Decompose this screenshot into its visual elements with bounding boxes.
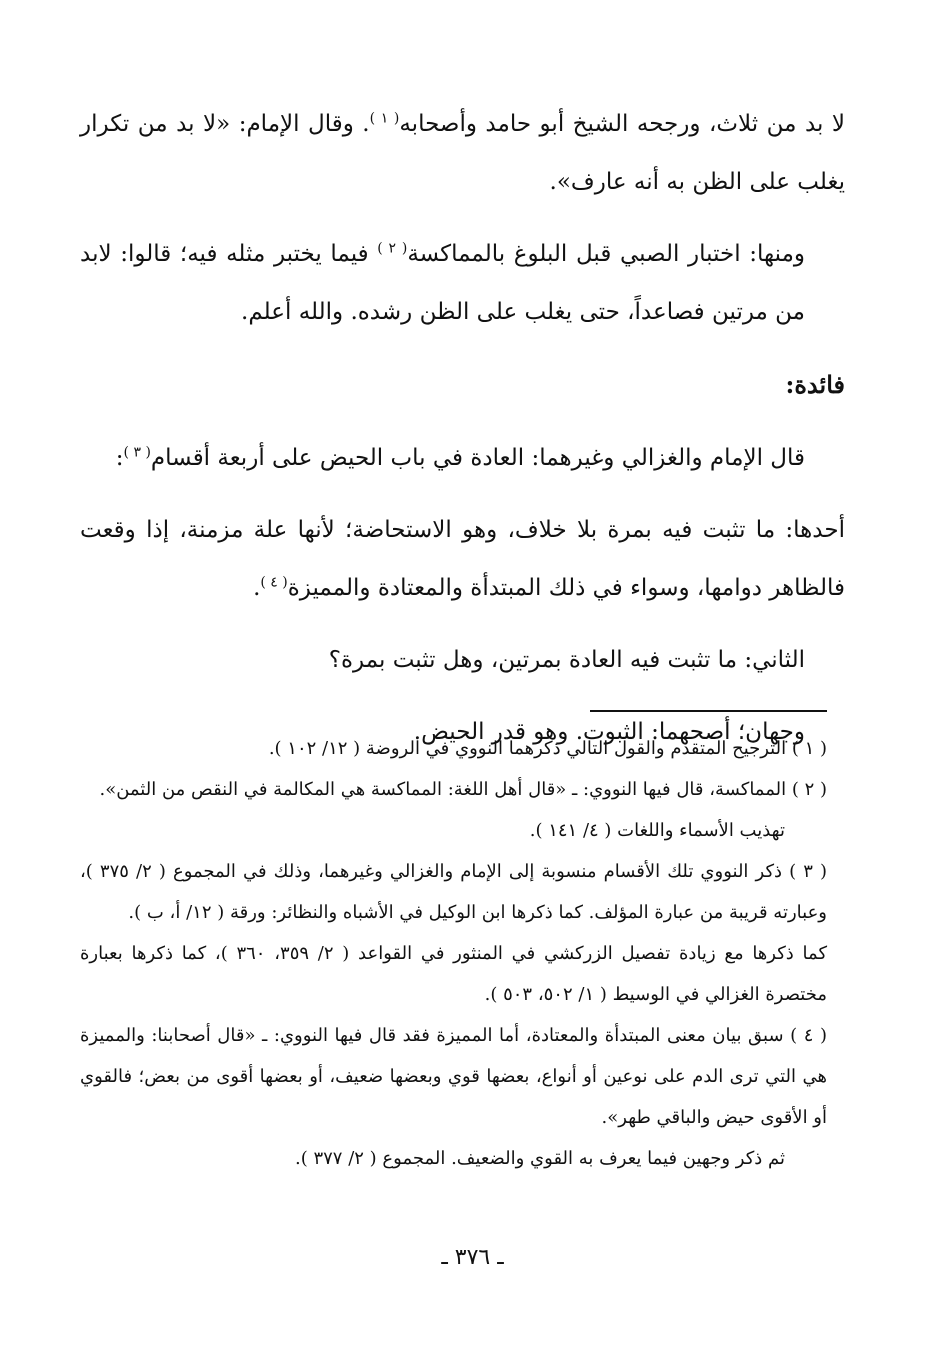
footnote-separator [590,710,827,712]
footnotes [80,728,827,1179]
paragraph-6: وجهان؛ أصحهما: الثبوت. وهو قدر الحيض. [413,719,805,745]
footnote-1: ( ١ ) الترجيح المتقدم والقول التالي ذكرهما النووي في الروضة ( ١٢/ ١٠٢ ). [268,738,827,759]
footnote-2: ( ٢ ) المماكسة، قال فيها النووي: ـ «قال أهل اللغة: المماكسة هي المكالمة في النقص من الثمن». [99,779,827,800]
paragraph-1-continuation: . وقال الإمام: «لا بد من تكرار يغلب على الظن به أنه عارف». [80,111,845,195]
footnote-4: ( ٤ ) سبق بيان معنى المبتدأة والمعتادة، أما المميزة فقد قال فيها النووي: ـ «قال أصحابنا: والمميزة هي التي ترى الدم على نوعين أو أنواع، بعضها قوي وبعضها ضعيف، أو بعضها أقوى من بعض؛ فالقوي أو الأقوى حيض والباقي طهر». [80,1025,827,1128]
footnote-ref-2: ( ٢ ) [377,240,408,257]
paragraph-1-text: لا بد من ثلاث، ورجحه الشيخ أبو حامد وأصحابه [399,111,846,137]
main-text [80,95,845,761]
paragraph-4-text: أحدها: ما تثبت فيه بمرة بلا خلاف، وهو الاستحاضة؛ لأنها علة مزمنة، إذا وقعت فالظاهر دوامها، وسواء في ذلك المبتدأة والمعتادة والمميزة [80,517,845,601]
section-heading: فائدة: [785,370,845,399]
footnote-2-continuation: تهذيب الأسماء واللغات ( ٤/ ١٤١ ). [529,820,785,841]
footnote-3-continuation: كما ذكرها مع زيادة تفصيل الزركشي في المنثور في القواعد ( ٢/ ٣٥٩، ٣٦٠ )، كما ذكرها بعبارة مختصرة الغزالي في الوسيط ( ١/ ٥٠٢، ٥٠٣ ). [80,943,828,1005]
footnote-ref-4: ( ٤ ) [260,574,288,591]
paragraph-2-text: ومنها: اختبار الصبي قبل البلوغ بالمماكسة [407,241,805,267]
paragraph-5: الثاني: ما تثبت فيه العادة بمرتين، وهل تثبت بمرة؟ [328,647,805,673]
paragraph-2 [80,225,845,341]
paragraph-4-continuation: . [253,575,261,601]
footnote-3: ( ٣ ) ذكر النووي تلك الأقسام منسوبة إلى الإمام والغزالي وغيرهما، وذلك في المجموع ( ٢/ ٣٧٥ )، وعبارته قريبة من عبارة المؤلف. كما ذكرها ابن الوكيل في الأشباه والنظائر: ورقة ( ١٢/ أ، ب ). [80,861,827,923]
footnote-4-continuation: ثم ذكر وجهين فيما يعرف به القوي والضعيف. المجموع ( ٢/ ٣٧٧ ). [294,1148,785,1169]
paragraph-1 [80,95,845,211]
paragraph-3-continuation: : [115,445,124,471]
paragraph-4 [80,501,845,617]
paragraph-3 [80,429,845,487]
footnote-ref-3: ( ٣ ) [123,444,151,461]
footnote-ref-1: ( ١ ) [369,110,400,127]
paragraph-3-text: قال الإمام والغزالي وغيرهما: العادة في باب الحيض على أربعة أقسام [150,445,805,471]
page-number: ـ ٣٧٦ ـ [441,1245,504,1270]
paragraph-2-continuation: فيما يختبر مثله فيه؛ قالوا: لابد من مرتين فصاعداً، حتى يغلب على الظن رشده. والله أعلم. [80,241,805,325]
